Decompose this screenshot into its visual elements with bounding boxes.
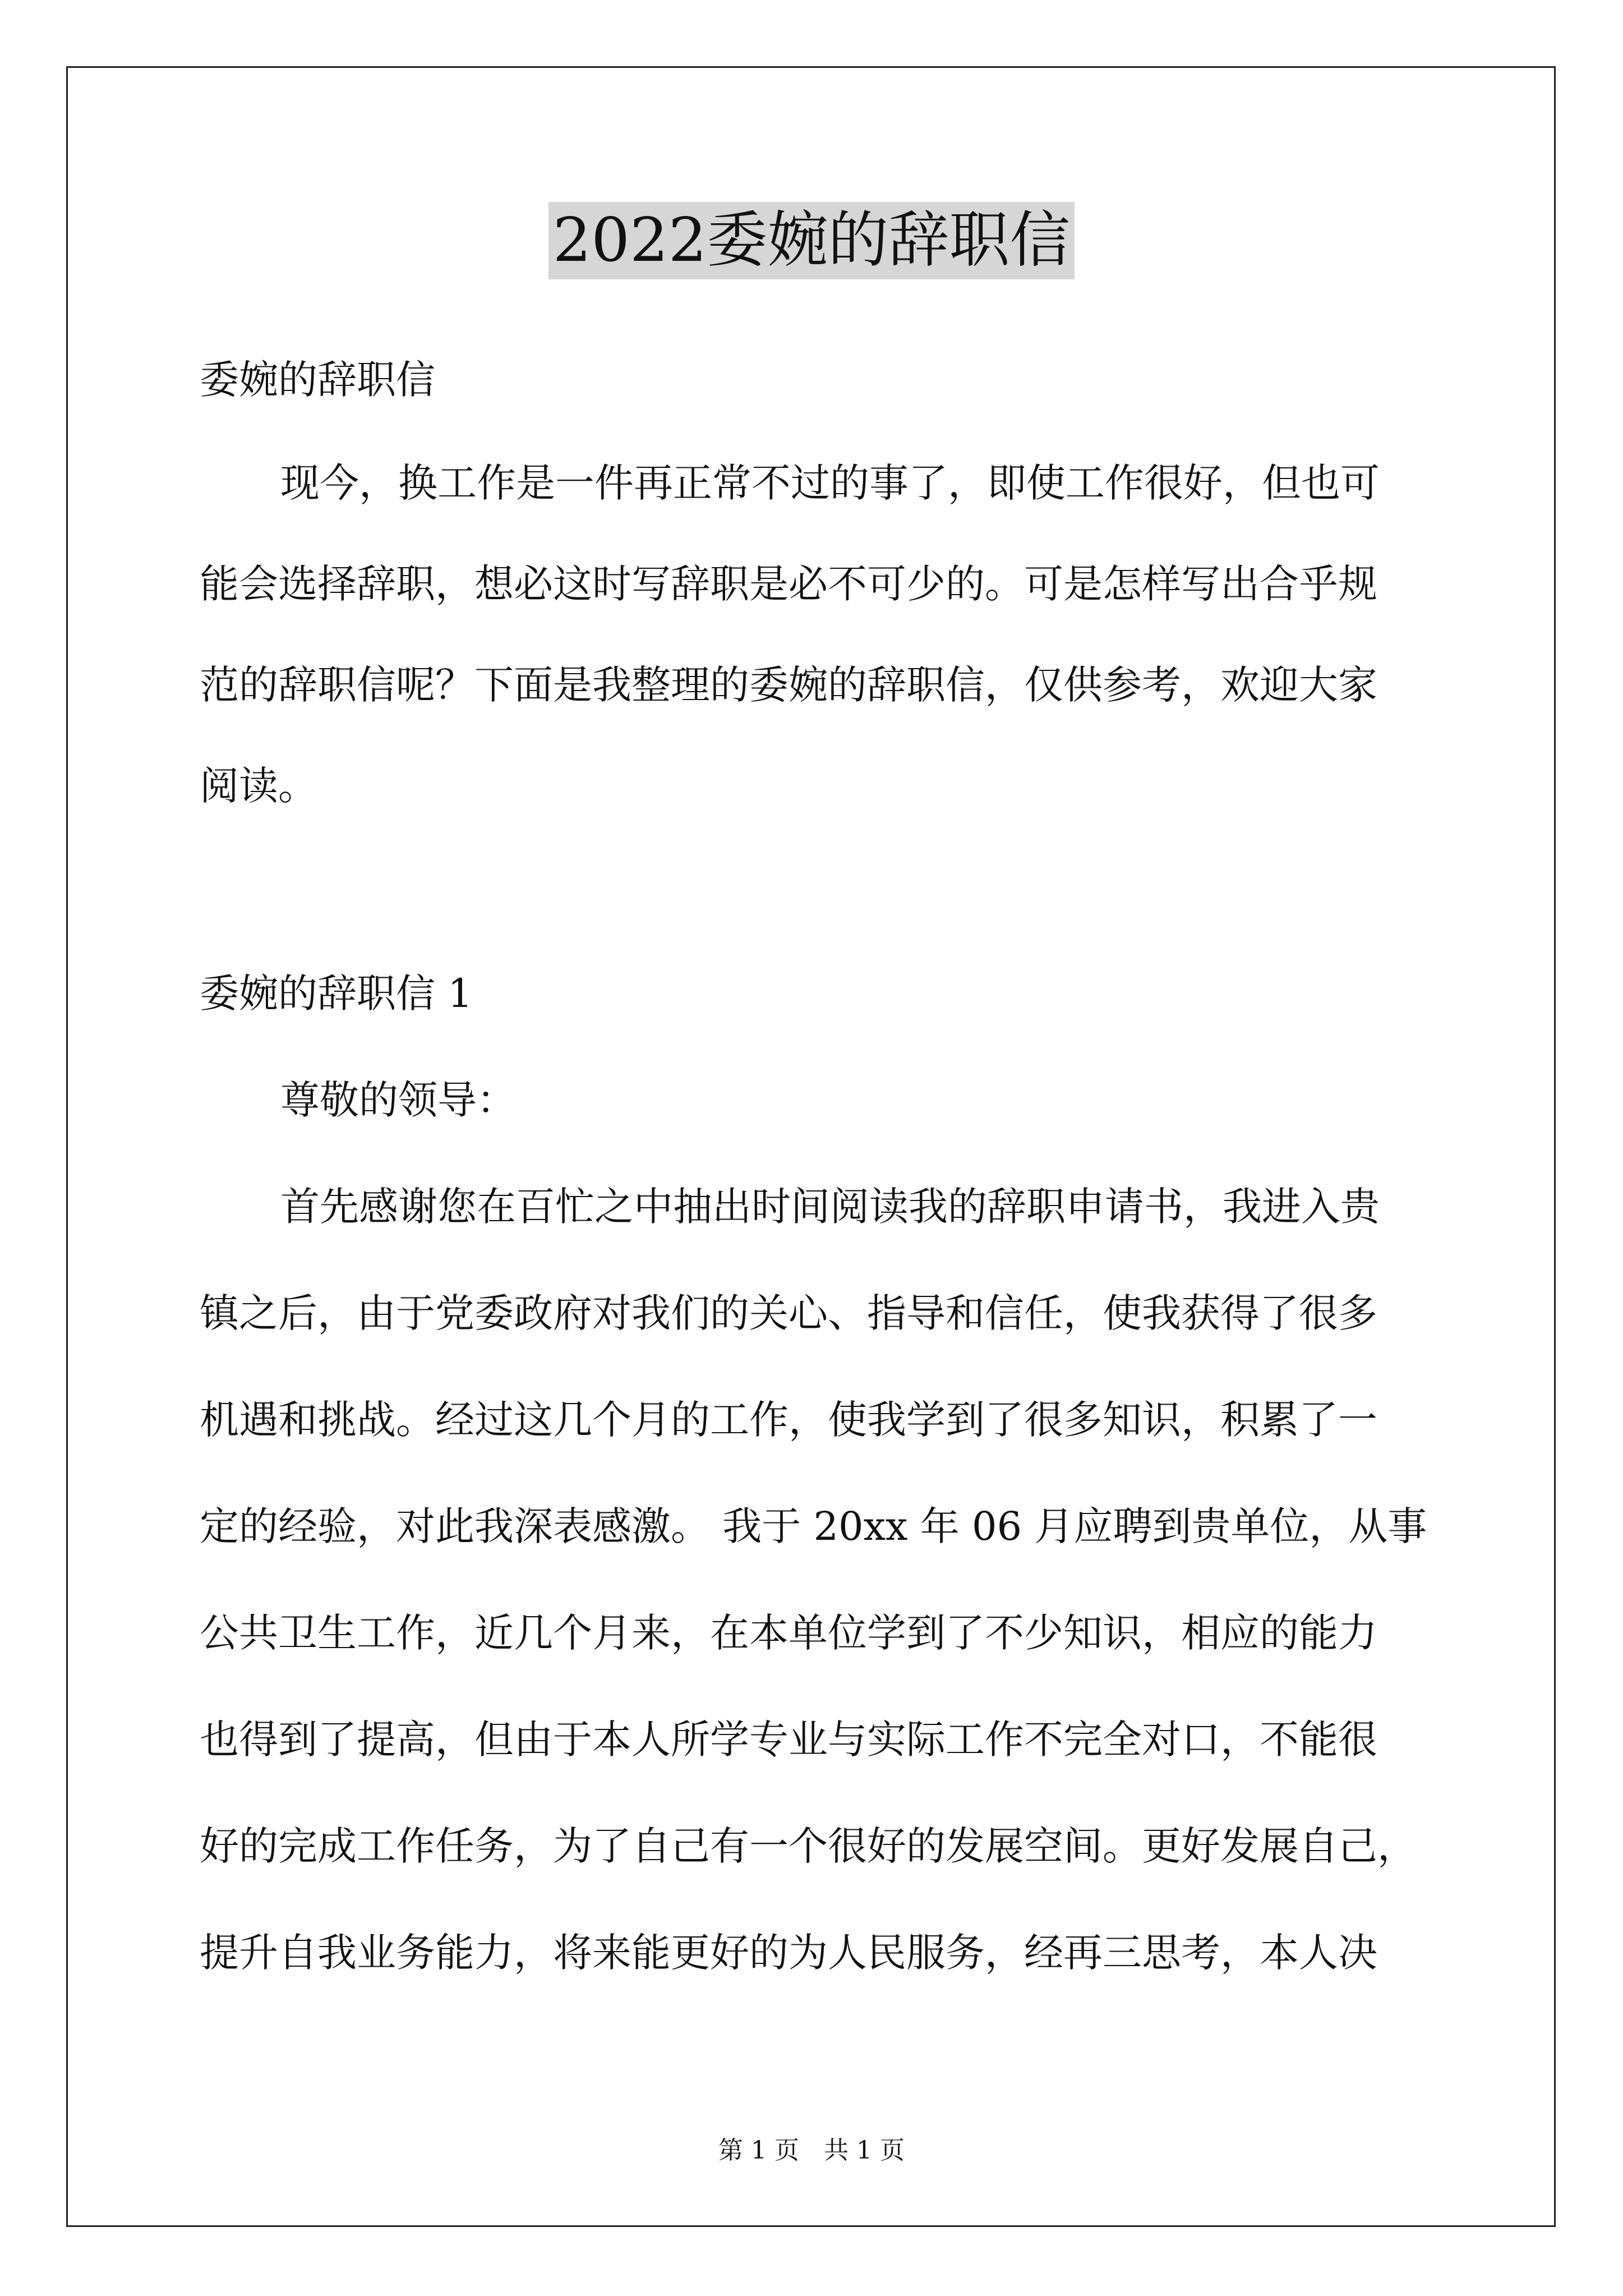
page-footer: 第 1 页 共 1 页 [718, 2136, 905, 2165]
body-line: 机遇和挑战。经过这几个月的工作，使我学到了很多知识，积累了一 [200, 1397, 1377, 1443]
title-container [0, 202, 1623, 279]
intro-line: 能会选择辞职，想必这时写辞职是必不可少的。可是怎样写出合乎规 [200, 561, 1377, 607]
document-title: 2022委婉的辞职信 [548, 202, 1075, 279]
body-line: 定的经验，对此我深表感激。 我于 20xx 年 06 月应聘到贵单位，从事 [200, 1503, 1427, 1549]
body-line: 也得到了提高，但由于本人所学专业与实际工作不完全对口，不能很 [200, 1717, 1377, 1763]
body-line: 好的完成工作任务，为了自己有一个很好的发展空间。更好发展自己， [200, 1823, 1417, 1869]
salutation: 尊敬的领导： [280, 1077, 516, 1123]
body-line: 镇之后，由于党委政府对我们的关心、指导和信任，使我获得了很多 [200, 1290, 1377, 1336]
section-heading: 委婉的辞职信 1 [200, 970, 473, 1016]
body-line: 提升自我业务能力，将来能更好的为人民服务，经再三思考，本人决 [200, 1930, 1377, 1976]
intro-line: 阅读。 [200, 763, 317, 809]
heading: 委婉的辞职信 [200, 357, 435, 403]
body-line: 公共卫生工作，近几个月来，在本单位学到了不少知识，相应的能力 [200, 1610, 1377, 1656]
body-line: 首先感谢您在百忙之中抽出时间阅读我的辞职申请书，我进入贵 [280, 1184, 1380, 1230]
intro-line: 范的辞职信呢？下面是我整理的委婉的辞职信，仅供参考，欢迎大家 [200, 662, 1377, 708]
intro-line: 现今，换工作是一件再正常不过的事了，即使工作很好，但也可 [280, 460, 1380, 506]
